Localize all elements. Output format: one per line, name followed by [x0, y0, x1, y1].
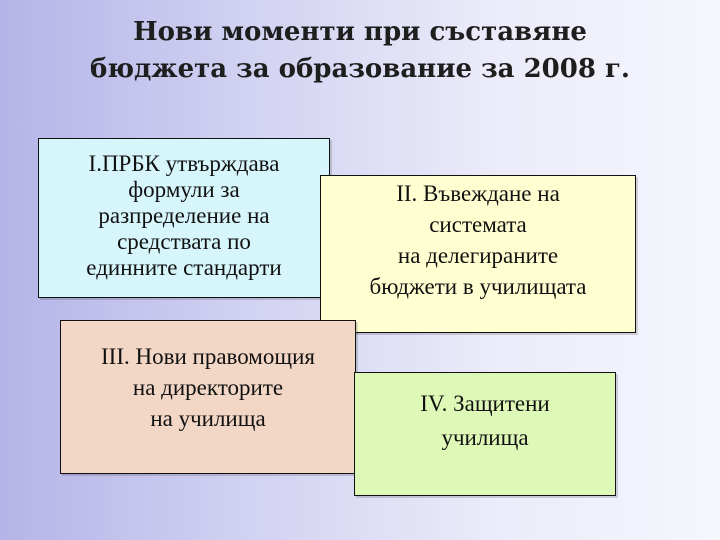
title-line-2: бюджета за образование за 2008 г. — [90, 54, 630, 84]
box-ii-line-2: системата — [429, 212, 527, 237]
box-ii-line-1: II. Въвеждане на — [396, 181, 560, 206]
box-i-line-2: формули за — [128, 177, 240, 202]
box-i-line-4: средствата по — [117, 229, 251, 254]
slide-title — [60, 14, 660, 88]
box-iii-line-2: на директорите — [132, 375, 284, 400]
box-iii-line-3: на училища — [150, 406, 266, 431]
box-iii-line-1: III. Нови правомощия — [101, 344, 315, 369]
box-iii-director-powers — [60, 320, 356, 474]
box-i-line-1: I.ПРБК утвърждава — [88, 151, 280, 176]
box-iv-line-1: IV. Защитени — [420, 391, 550, 416]
box-ii-line-4: бюджети в училищата — [369, 274, 587, 299]
box-ii-delegated-budgets — [320, 175, 636, 333]
box-i-formulas — [38, 138, 330, 298]
box-i-line-3: разпределение на — [98, 203, 270, 228]
box-iv-protected-schools — [354, 372, 616, 496]
box-iv-line-2: училища — [441, 425, 529, 450]
box-i-line-5: единните стандарти — [86, 255, 282, 280]
box-ii-line-3: на делегираните — [397, 243, 559, 268]
title-line-1: Нови моменти при съставяне — [133, 17, 587, 47]
